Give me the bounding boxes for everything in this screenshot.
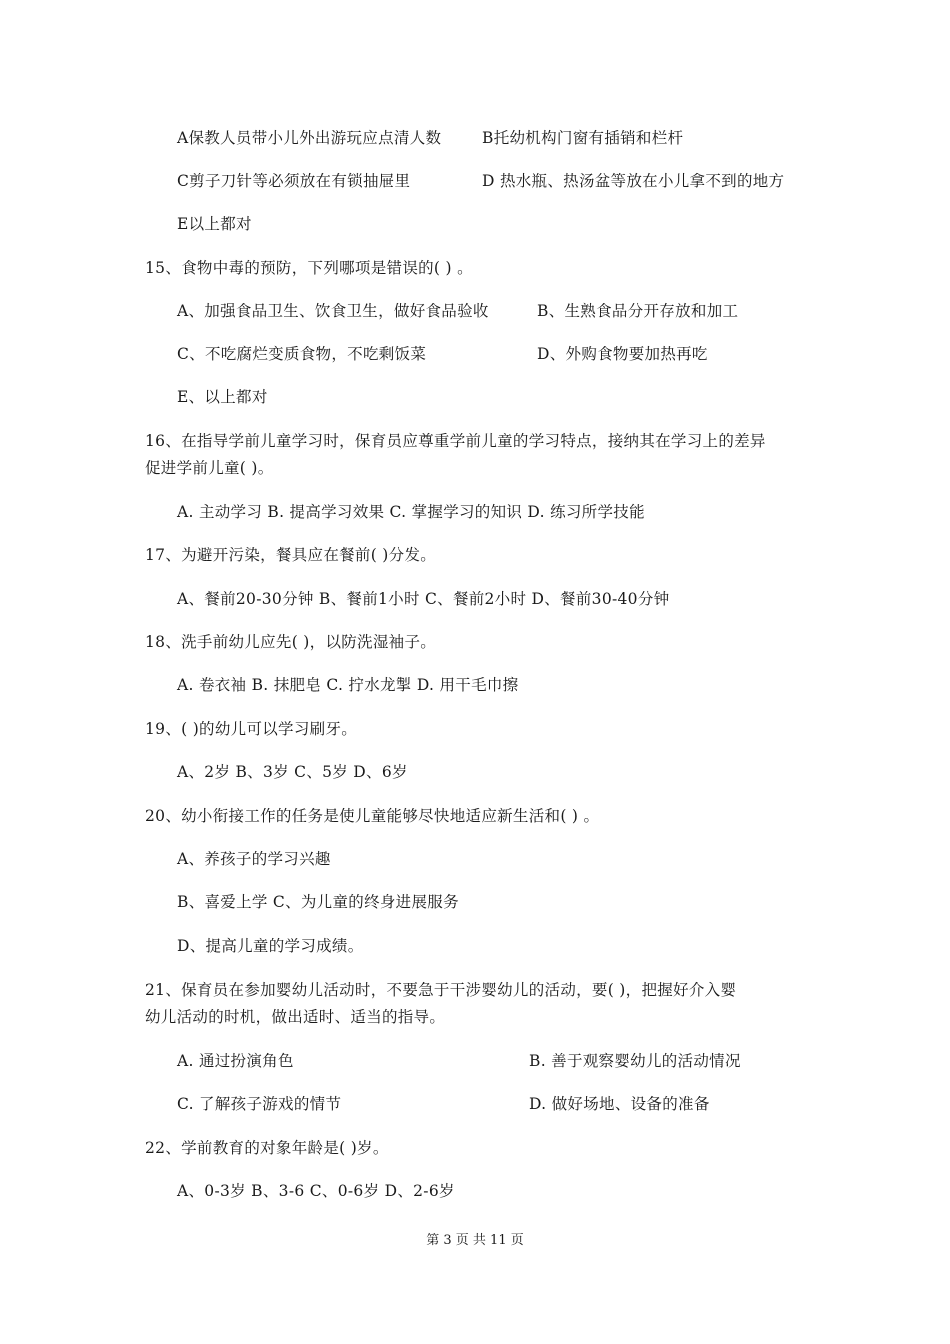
q21-option-a: A. 通过扮演角色 xyxy=(177,1052,294,1070)
q17-stem: 17、为避开污染，餐具应在餐前( )分发。 xyxy=(145,546,437,564)
q19-stem: 19、( )的幼儿可以学习刷牙。 xyxy=(145,720,358,738)
q19-options: A、2岁 B、3岁 C、5岁 D、6岁 xyxy=(177,763,408,781)
q14-row-ab xyxy=(177,128,684,148)
q14-row-cd xyxy=(177,171,785,191)
q20-option-a: A、养孩子的学习兴趣 xyxy=(177,850,331,868)
q15-row-ab xyxy=(177,301,739,321)
q15-option-d: D、外购食物要加热再吃 xyxy=(537,345,708,363)
q21-row-cd xyxy=(177,1094,710,1114)
q15-option-e: E、以上都对 xyxy=(177,388,268,406)
q15-option-a: A、加强食品卫生、饮食卫生，做好食品验收 xyxy=(177,302,489,320)
q20-option-d: D、提高儿童的学习成绩。 xyxy=(177,937,364,955)
q17-options: A、餐前20-30分钟 B、餐前1小时 C、餐前2小时 D、餐前30-40分钟 xyxy=(177,590,670,608)
q21-stem-line2: 幼儿活动的时机，做出适时、适当的指导。 xyxy=(145,1008,446,1026)
q21-stem-line1: 21、保育员在参加婴幼儿活动时，不要急于干涉婴幼儿的活动，要( )，把握好介入婴 xyxy=(145,981,737,999)
q18-options: A. 卷衣袖 B. 抹肥皂 C. 拧水龙掣 D. 用干毛巾擦 xyxy=(177,676,519,694)
q14-option-b: B托幼机构门窗有插销和栏杆 xyxy=(482,129,684,147)
q16-stem-line1: 16、在指导学前儿童学习时，保育员应尊重学前儿童的学习特点，接纳其在学习上的差异 xyxy=(145,432,766,450)
q16-options: A. 主动学习 B. 提高学习效果 C. 掌握学习的知识 D. 练习所学技能 xyxy=(177,503,645,521)
q14-option-c: C剪子刀针等必须放在有锁抽屉里 xyxy=(177,172,411,190)
q15-option-b: B、生熟食品分开存放和加工 xyxy=(537,302,739,320)
q22-options: A、0-3岁 B、3-6 C、0-6岁 D、2-6岁 xyxy=(177,1182,455,1200)
q15-row-cd xyxy=(177,344,708,364)
q14-option-d: D 热水瓶、热汤盆等放在小儿拿不到的地方 xyxy=(482,172,785,190)
q16-stem-line2: 促进学前儿童( )。 xyxy=(145,459,274,477)
q14-option-a: A保教人员带小儿外出游玩应点清人数 xyxy=(177,129,442,147)
q22-stem: 22、学前教育的对象年龄是( )岁。 xyxy=(145,1139,389,1157)
q21-option-b: B. 善于观察婴幼儿的活动情况 xyxy=(529,1052,741,1070)
page-footer: 第 3 页 共 11 页 xyxy=(426,1233,524,1248)
q21-option-c: C. 了解孩子游戏的情节 xyxy=(177,1095,342,1113)
q21-option-d: D. 做好场地、设备的准备 xyxy=(529,1095,710,1113)
q21-row-ab xyxy=(177,1051,741,1071)
q14-option-e: E以上都对 xyxy=(177,215,252,233)
q20-option-bc: B、喜爱上学 C、为儿童的终身进展服务 xyxy=(177,893,459,911)
q15-stem: 15、食物中毒的预防，下列哪项是错误的( ) 。 xyxy=(145,259,473,277)
q18-stem: 18、洗手前幼儿应先( )，以防洗湿袖子。 xyxy=(145,633,437,651)
q20-stem: 20、幼小衔接工作的任务是使儿童能够尽快地适应新生活和( ) 。 xyxy=(145,807,600,825)
q15-option-c: C、不吃腐烂变质食物，不吃剩饭菜 xyxy=(177,345,427,363)
